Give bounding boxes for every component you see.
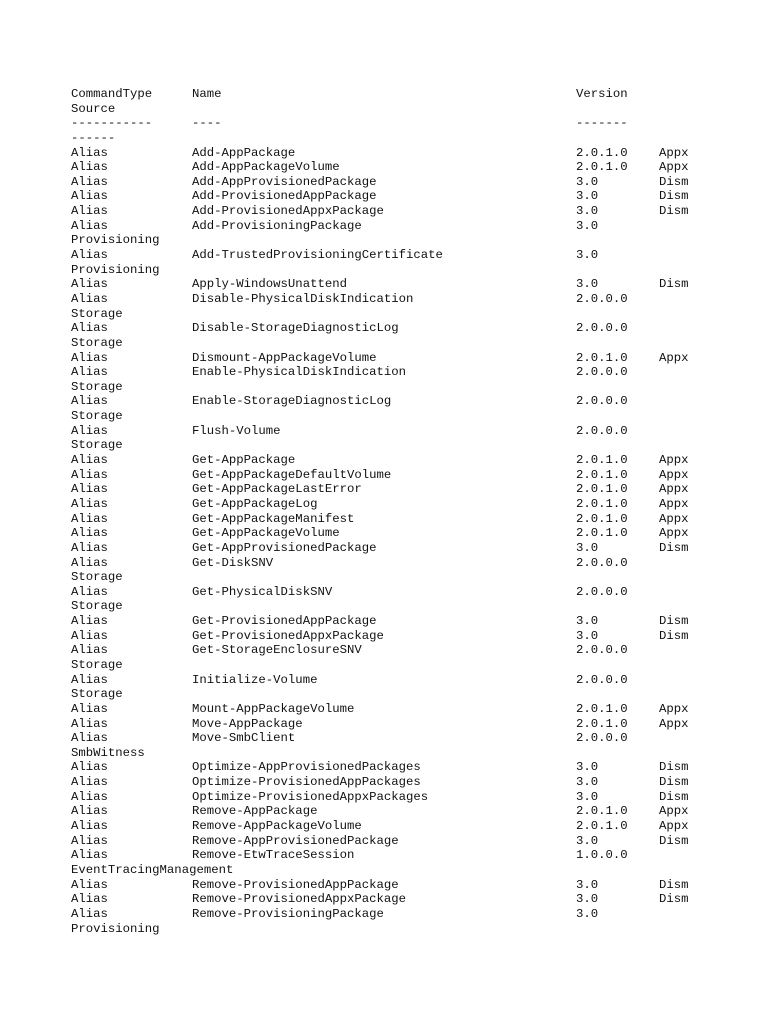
row-version: 3.0 [576, 540, 599, 555]
row-commandtype: Alias [71, 511, 108, 526]
row-name: Remove-ProvisionedAppxPackage [192, 892, 407, 907]
row-source-wrapped: Provisioning [71, 921, 160, 936]
row-name: Get-ProvisionedAppPackage [192, 614, 377, 629]
row-source-wrapped: Storage [71, 657, 123, 672]
row-name: Get-AppPackage [192, 453, 296, 468]
table-row [71, 892, 719, 907]
row-commandtype: Alias [71, 833, 108, 848]
row-commandtype: Alias [71, 482, 108, 497]
row-name: Add-ProvisionedAppxPackage [192, 204, 384, 219]
dash-commandtype: ----------- [71, 116, 153, 131]
row-version: 2.0.1.0 [576, 467, 628, 482]
row-version: 2.0.1.0 [576, 350, 628, 365]
row-source: Dism [659, 614, 689, 629]
dash-source: ------ [71, 130, 116, 145]
row-commandtype: Alias [71, 453, 108, 468]
table-row [71, 394, 719, 409]
header-version: Version [576, 87, 628, 101]
row-commandtype: Alias [71, 877, 108, 892]
table-row [71, 321, 719, 336]
row-name: Disable-StorageDiagnosticLog [192, 321, 399, 336]
row-commandtype: Alias [71, 614, 108, 629]
row-source [659, 219, 719, 234]
row-version: 3.0 [576, 775, 599, 790]
row-name: Flush-Volume [192, 423, 281, 438]
row-name: Get-AppPackageDefaultVolume [192, 467, 392, 482]
row-name: Get-AppPackageManifest [192, 511, 355, 526]
row-commandtype: Alias [71, 350, 108, 365]
row-source: Dism [659, 877, 689, 892]
row-commandtype: Alias [71, 204, 108, 219]
row-commandtype: Alias [71, 892, 108, 907]
table-row [71, 175, 719, 190]
row-version: 2.0.1.0 [576, 526, 628, 541]
table-row [71, 585, 719, 600]
row-commandtype: Alias [71, 716, 108, 731]
table-row [71, 717, 719, 732]
row-commandtype: Alias [71, 540, 108, 555]
row-commandtype: Alias [71, 277, 108, 292]
row-source [659, 907, 719, 922]
row-commandtype: Alias [71, 701, 108, 716]
row-source: Appx [659, 511, 689, 526]
row-source-wrapped: Storage [71, 438, 123, 453]
row-version: 2.0.1.0 [576, 145, 628, 160]
header-commandtype: CommandType [71, 87, 153, 101]
row-source: Appx [659, 350, 689, 365]
row-commandtype: Alias [71, 804, 108, 819]
row-version: 2.0.0.0 [576, 394, 628, 409]
row-source-wrapped: Provisioning [71, 233, 160, 248]
row-name: Optimize-ProvisionedAppPackages [192, 775, 421, 790]
row-commandtype: Alias [71, 672, 108, 687]
header-source: Source [71, 101, 116, 116]
row-commandtype: Alias [71, 819, 108, 834]
row-name: Add-AppPackageVolume [192, 160, 340, 175]
row-name: Remove-AppPackageVolume [192, 819, 362, 834]
row-name: Dismount-AppPackageVolume [192, 350, 377, 365]
row-source [659, 556, 719, 571]
header-name: Name [192, 87, 222, 101]
row-commandtype: Alias [71, 848, 108, 863]
row-version: 3.0 [576, 628, 599, 643]
table-row [71, 468, 719, 483]
row-source: Dism [659, 540, 689, 555]
row-version: 3.0 [576, 174, 599, 189]
header-row [71, 87, 719, 102]
row-source: Dism [659, 189, 689, 204]
row-commandtype: Alias [71, 775, 108, 790]
table-row [71, 673, 719, 688]
table-row [71, 512, 719, 527]
command-listing [71, 87, 719, 936]
row-commandtype: Alias [71, 628, 108, 643]
row-source: Dism [659, 204, 689, 219]
row-version: 3.0 [576, 218, 599, 233]
row-commandtype: Alias [71, 731, 108, 746]
table-row [71, 556, 719, 571]
row-name: Add-ProvisionedAppPackage [192, 189, 377, 204]
row-version: 3.0 [576, 760, 599, 775]
table-row [71, 219, 719, 234]
row-source [659, 585, 719, 600]
row-version: 2.0.1.0 [576, 511, 628, 526]
row-version: 3.0 [576, 789, 599, 804]
row-commandtype: Alias [71, 906, 108, 921]
table-row [71, 907, 719, 922]
row-source-wrapped: Storage [71, 306, 123, 321]
row-version: 2.0.0.0 [576, 555, 628, 570]
row-name: Get-AppPackageVolume [192, 526, 340, 541]
table-row [71, 424, 719, 439]
row-commandtype: Alias [71, 467, 108, 482]
row-source [659, 731, 719, 746]
row-name: Add-AppPackage [192, 145, 296, 160]
table-row [71, 878, 719, 893]
row-version: 2.0.0.0 [576, 291, 628, 306]
row-source [659, 643, 719, 658]
row-version: 3.0 [576, 189, 599, 204]
row-name: Add-ProvisioningPackage [192, 218, 362, 233]
row-source [659, 673, 719, 688]
row-source-wrapped: Storage [71, 687, 123, 702]
table-row [71, 497, 719, 512]
table-row [71, 541, 719, 556]
row-source: Appx [659, 804, 689, 819]
row-name: Get-StorageEnclosureSNV [192, 643, 362, 658]
row-commandtype: Alias [71, 291, 108, 306]
row-name: Mount-AppPackageVolume [192, 701, 355, 716]
row-source [659, 365, 719, 380]
row-name: Get-AppProvisionedPackage [192, 540, 377, 555]
row-version: 3.0 [576, 204, 599, 219]
row-source: Appx [659, 453, 689, 468]
row-source: Appx [659, 160, 689, 175]
row-name: Optimize-ProvisionedAppxPackages [192, 789, 429, 804]
row-version: 2.0.0.0 [576, 731, 628, 746]
row-source: Appx [659, 526, 689, 541]
table-row [71, 702, 719, 717]
row-commandtype: Alias [71, 789, 108, 804]
row-source-wrapped: EventTracingManagement [71, 862, 234, 877]
row-name: Get-AppPackageLastError [192, 482, 362, 497]
row-source-wrapped: Storage [71, 379, 123, 394]
row-commandtype: Alias [71, 321, 108, 336]
row-source: Dism [659, 775, 689, 790]
table-row [71, 775, 719, 790]
row-name: Remove-AppPackage [192, 804, 318, 819]
row-commandtype: Alias [71, 248, 108, 263]
row-commandtype: Alias [71, 555, 108, 570]
row-source: Dism [659, 760, 689, 775]
row-version: 2.0.0.0 [576, 643, 628, 658]
row-commandtype: Alias [71, 365, 108, 380]
table-row [71, 482, 719, 497]
row-name: Get-ProvisionedAppxPackage [192, 628, 384, 643]
header-dash-row [71, 116, 719, 131]
dash-name: ---- [192, 116, 222, 131]
table-row [71, 292, 719, 307]
table-row [71, 804, 719, 819]
row-name: Move-SmbClient [192, 731, 296, 746]
row-commandtype: Alias [71, 189, 108, 204]
table-row [71, 731, 719, 746]
row-version: 2.0.1.0 [576, 716, 628, 731]
row-name: Remove-ProvisioningPackage [192, 906, 384, 921]
table-row [71, 277, 719, 292]
row-version: 2.0.1.0 [576, 496, 628, 511]
table-row [71, 848, 719, 863]
row-name: Remove-EtwTraceSession [192, 848, 355, 863]
row-version: 2.0.1.0 [576, 482, 628, 497]
row-name: Get-DiskSNV [192, 555, 274, 570]
row-name: Get-AppPackageLog [192, 496, 318, 511]
table-row [71, 160, 719, 175]
row-source [659, 848, 719, 863]
row-source-wrapped: Provisioning [71, 262, 160, 277]
row-version: 2.0.0.0 [576, 365, 628, 380]
row-source: Dism [659, 789, 689, 804]
row-commandtype: Alias [71, 160, 108, 175]
row-source: Dism [659, 277, 689, 292]
row-version: 3.0 [576, 906, 599, 921]
row-version: 2.0.0.0 [576, 672, 628, 687]
row-name: Optimize-AppProvisionedPackages [192, 760, 421, 775]
row-name: Remove-ProvisionedAppPackage [192, 877, 399, 892]
dash-version: ------- [576, 116, 628, 131]
row-source-wrapped: Storage [71, 570, 123, 585]
row-source [659, 394, 719, 409]
row-source: Dism [659, 174, 689, 189]
row-source [659, 248, 719, 263]
row-source [659, 292, 719, 307]
row-version: 3.0 [576, 877, 599, 892]
row-version: 3.0 [576, 277, 599, 292]
row-name: Disable-PhysicalDiskIndication [192, 291, 414, 306]
row-version: 2.0.1.0 [576, 701, 628, 716]
table-row [71, 760, 719, 775]
row-version: 3.0 [576, 248, 599, 263]
row-version: 2.0.0.0 [576, 584, 628, 599]
table-row [71, 204, 719, 219]
row-version: 2.0.0.0 [576, 321, 628, 336]
row-name: Enable-PhysicalDiskIndication [192, 365, 407, 380]
row-commandtype: Alias [71, 394, 108, 409]
row-commandtype: Alias [71, 526, 108, 541]
row-name: Remove-AppProvisionedPackage [192, 833, 399, 848]
row-commandtype: Alias [71, 174, 108, 189]
table-row [71, 643, 719, 658]
row-source: Dism [659, 833, 689, 848]
row-source: Appx [659, 496, 689, 511]
row-source-wrapped: Storage [71, 335, 123, 350]
row-name: Add-TrustedProvisioningCertificate [192, 248, 443, 263]
row-name: Add-AppProvisionedPackage [192, 174, 377, 189]
row-source: Dism [659, 892, 689, 907]
row-commandtype: Alias [71, 643, 108, 658]
row-name: Enable-StorageDiagnosticLog [192, 394, 392, 409]
row-version: 2.0.1.0 [576, 804, 628, 819]
row-version: 2.0.1.0 [576, 453, 628, 468]
table-row [71, 189, 719, 204]
table-row [71, 790, 719, 805]
row-name: Initialize-Volume [192, 672, 318, 687]
row-version: 2.0.0.0 [576, 423, 628, 438]
table-row [71, 248, 719, 263]
row-version: 3.0 [576, 892, 599, 907]
row-version: 3.0 [576, 614, 599, 629]
row-name: Move-AppPackage [192, 716, 303, 731]
row-source [659, 321, 719, 336]
row-version: 1.0.0.0 [576, 848, 628, 863]
row-source-wrapped: Storage [71, 599, 123, 614]
row-commandtype: Alias [71, 423, 108, 438]
row-commandtype: Alias [71, 496, 108, 511]
table-row [71, 526, 719, 541]
row-source: Appx [659, 716, 689, 731]
row-source: Appx [659, 145, 689, 160]
row-commandtype: Alias [71, 218, 108, 233]
row-source: Appx [659, 701, 689, 716]
row-source: Appx [659, 467, 689, 482]
table-row [71, 629, 719, 644]
table-row [71, 819, 719, 834]
table-row [71, 365, 719, 380]
row-commandtype: Alias [71, 760, 108, 775]
row-source-wrapped: SmbWitness [71, 745, 145, 760]
row-source: Appx [659, 482, 689, 497]
row-version: 2.0.1.0 [576, 819, 628, 834]
row-commandtype: Alias [71, 145, 108, 160]
row-version: 3.0 [576, 833, 599, 848]
row-source: Dism [659, 628, 689, 643]
row-commandtype: Alias [71, 584, 108, 599]
table-row [71, 453, 719, 468]
table-row [71, 614, 719, 629]
table-row [71, 834, 719, 849]
table-row [71, 351, 719, 366]
row-source-wrapped: Storage [71, 409, 123, 424]
row-source [659, 424, 719, 439]
row-name: Apply-WindowsUnattend [192, 277, 347, 292]
table-row [71, 146, 719, 161]
command-rows [71, 146, 719, 937]
row-source: Appx [659, 819, 689, 834]
row-name: Get-PhysicalDiskSNV [192, 584, 333, 599]
row-version: 2.0.1.0 [576, 160, 628, 175]
